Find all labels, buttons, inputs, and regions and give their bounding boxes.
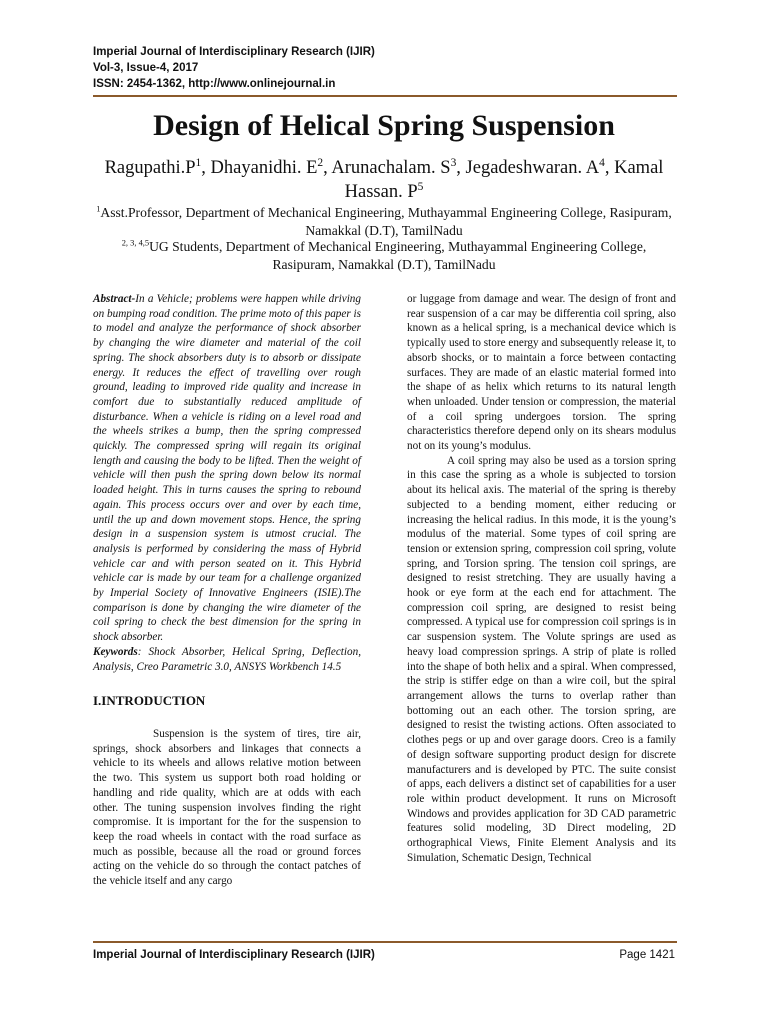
author-affil-mark: 1 bbox=[195, 156, 202, 169]
abstract bbox=[93, 292, 361, 645]
journal-issn: ISSN: 2454-1362, http://www.onlinejournal.in bbox=[93, 78, 336, 90]
keywords-label: Keywords bbox=[93, 645, 138, 658]
section-heading-introduction: I.INTRODUCTION bbox=[93, 693, 206, 709]
journal-volume: Vol-3, Issue-4, 2017 bbox=[93, 62, 199, 74]
body-paragraph: A coil spring may also be used as a torsion spring in this case the spring as a whole is subjected to torsion about its helical axis. The material of the spring is thereby subjected to a bending moment, either reducing or increasing the helical radius. In this mode, it is the young’s modulus of the material. Some types of coil spring are tension or extension spring, compression coil spring, volute spring, and Torsion spring. The tension coil springs, are designed to resist stretching. They are usually having a hook or eye form at the each end for attachment. The compression coil spring, are designed to resist being compressed. A typical use for compression coil springs is in car suspension system. The Volute springs are used as heavy load compression springs. A strip of plate is rolled into the shape of both helix and a spiral. When compressed, the strip is stiffer edge on than a wire coil, but the spiral arrangement allows the turns to overlap rather than bottoming out an each other. The torsion spring, are designed to resist the twisting actions. Often associated to clothes pegs or up and over garage doors. Creo is a family of design software supporting product design for discrete manufacturers and is developed by PTC. The suite consist of apps, each delivers a distinct set of capabilities for a user role within product development. It runs on Microsoft Windows and provides application for 3D CAD parametric features solid modeling, 3D Direct modeling, 2D orthographical Views, Finite Element Analysis and its Simulation, Schematic Design, Technical bbox=[407, 454, 676, 864]
affiliation-1 bbox=[90, 204, 678, 240]
journal-header bbox=[93, 44, 375, 92]
paper-title: Design of Helical Spring Suspension bbox=[153, 109, 615, 142]
abstract-label: Abstract- bbox=[93, 293, 136, 305]
journal-name: Imperial Journal of Interdisciplinary Research (IJIR) bbox=[93, 46, 375, 58]
author-name: , Dhayanidhi. E bbox=[201, 158, 318, 178]
affiliation-mark: 2, 3, 4,5 bbox=[121, 237, 150, 248]
affiliation-text: Asst.Professor, Department of Mechanical Engineering, Muthayammal Engineering College, Rasipuram, Namakkal (D.T), TamilNadu bbox=[100, 205, 672, 238]
footer-journal-name: Imperial Journal of Interdisciplinary Research (IJIR) bbox=[93, 949, 375, 961]
body-paragraph: or luggage from damage and wear. The design of front and rear suspension of a car may be differentia coil spring, also known as a helical spring, is a mechanical device which is typically used to store energy and subsequently release it, to absorb shocks, or to maintain a force between contacting surfaces. They are made of an elastic material formed into the shape of as helix which returns to its natural length when unloaded. Under tension or compression, the material of a coil spring undergoes torsion. The spring characteristics therefore depend only on its shears modulus not on its young’s modulus. bbox=[407, 293, 676, 453]
affiliation-mark: 1 bbox=[96, 203, 101, 214]
keywords bbox=[93, 645, 361, 674]
page-number: Page 1421 bbox=[619, 949, 675, 961]
abstract-text: In a Vehicle; problems were happen while driving on bumping road condition. The prime moto of this paper is to model and analyze the performance of shock absorber by changing the wire diameter and material of the coil spring. The shock absorbers duty is to absorb or dissipate energy. It reduces the effect of travelling over rough ground, leading to improved ride quality and increase in comfort due to substantially reduced amplitude of disturbance. When a vehicle is riding on a level road and the wheels strikes a bump, then the spring compressed quickly. The compressed spring will regain its original length and causing the body to be lifted. Then the weight of vehicle will then push the spring down below its normal loaded height. This in turns causes the spring to rebound again. This process occurs over and over by each time, until the up and down movement stops. Hence, the spring design in a suspension system is utmost crucial. The analysis is performed by considering the mass of Hybrid vehicle car and with person seated on it. This Hybrid vehicle car is made by our team for a challenge organized by Imperial Society of Innovative Engineers (ISIE).The comparison is done by changing the wire diameter of the coil spring to check the best dimension for the spring in shock absorber. bbox=[93, 293, 361, 644]
header-rule bbox=[93, 95, 677, 97]
keywords-text: : Shock Absorber, Helical Spring, Deflection, Analysis, Creo Parametric 3.0, ANSYS Workbench 14.5 bbox=[93, 645, 361, 673]
footer-rule bbox=[93, 941, 677, 943]
author-affil-mark: 5 bbox=[417, 180, 424, 193]
affiliation-2 bbox=[90, 238, 678, 274]
right-column bbox=[407, 292, 676, 865]
author-name: , Jegadeshwaran. A bbox=[456, 158, 600, 178]
author-name: , Arunachalam. S bbox=[323, 158, 451, 178]
author-name: Ragupathi.P bbox=[104, 158, 196, 178]
author-affil-mark: 2 bbox=[317, 156, 324, 169]
author-list bbox=[90, 156, 678, 204]
author-affil-mark: 4 bbox=[599, 156, 605, 169]
intro-paragraph: Suspension is the system of tires, tire air, springs, shock absorbers and linkages that connects a vehicle to its wheels and allows relative motion between the two. This system us support both road holding or handling and ride quality, which are at odds with each other. The tuning suspension involves finding the right compromise. It is important for the for the suspension to keep the road wheels in contact with the road surface as much as possible, because all the road or ground forces acting on the vehicle do so through the contact patches of the vehicle itself and any cargo bbox=[93, 727, 361, 888]
left-column bbox=[93, 292, 361, 889]
affiliation-text: UG Students, Department of Mechanical Engineering, Muthayammal Engineering College, Rasipuram, Namakkal (D.T), TamilNadu bbox=[149, 239, 647, 272]
author-name: , Kamal Hassan. P bbox=[344, 158, 664, 202]
author-affil-mark: 3 bbox=[450, 156, 457, 169]
